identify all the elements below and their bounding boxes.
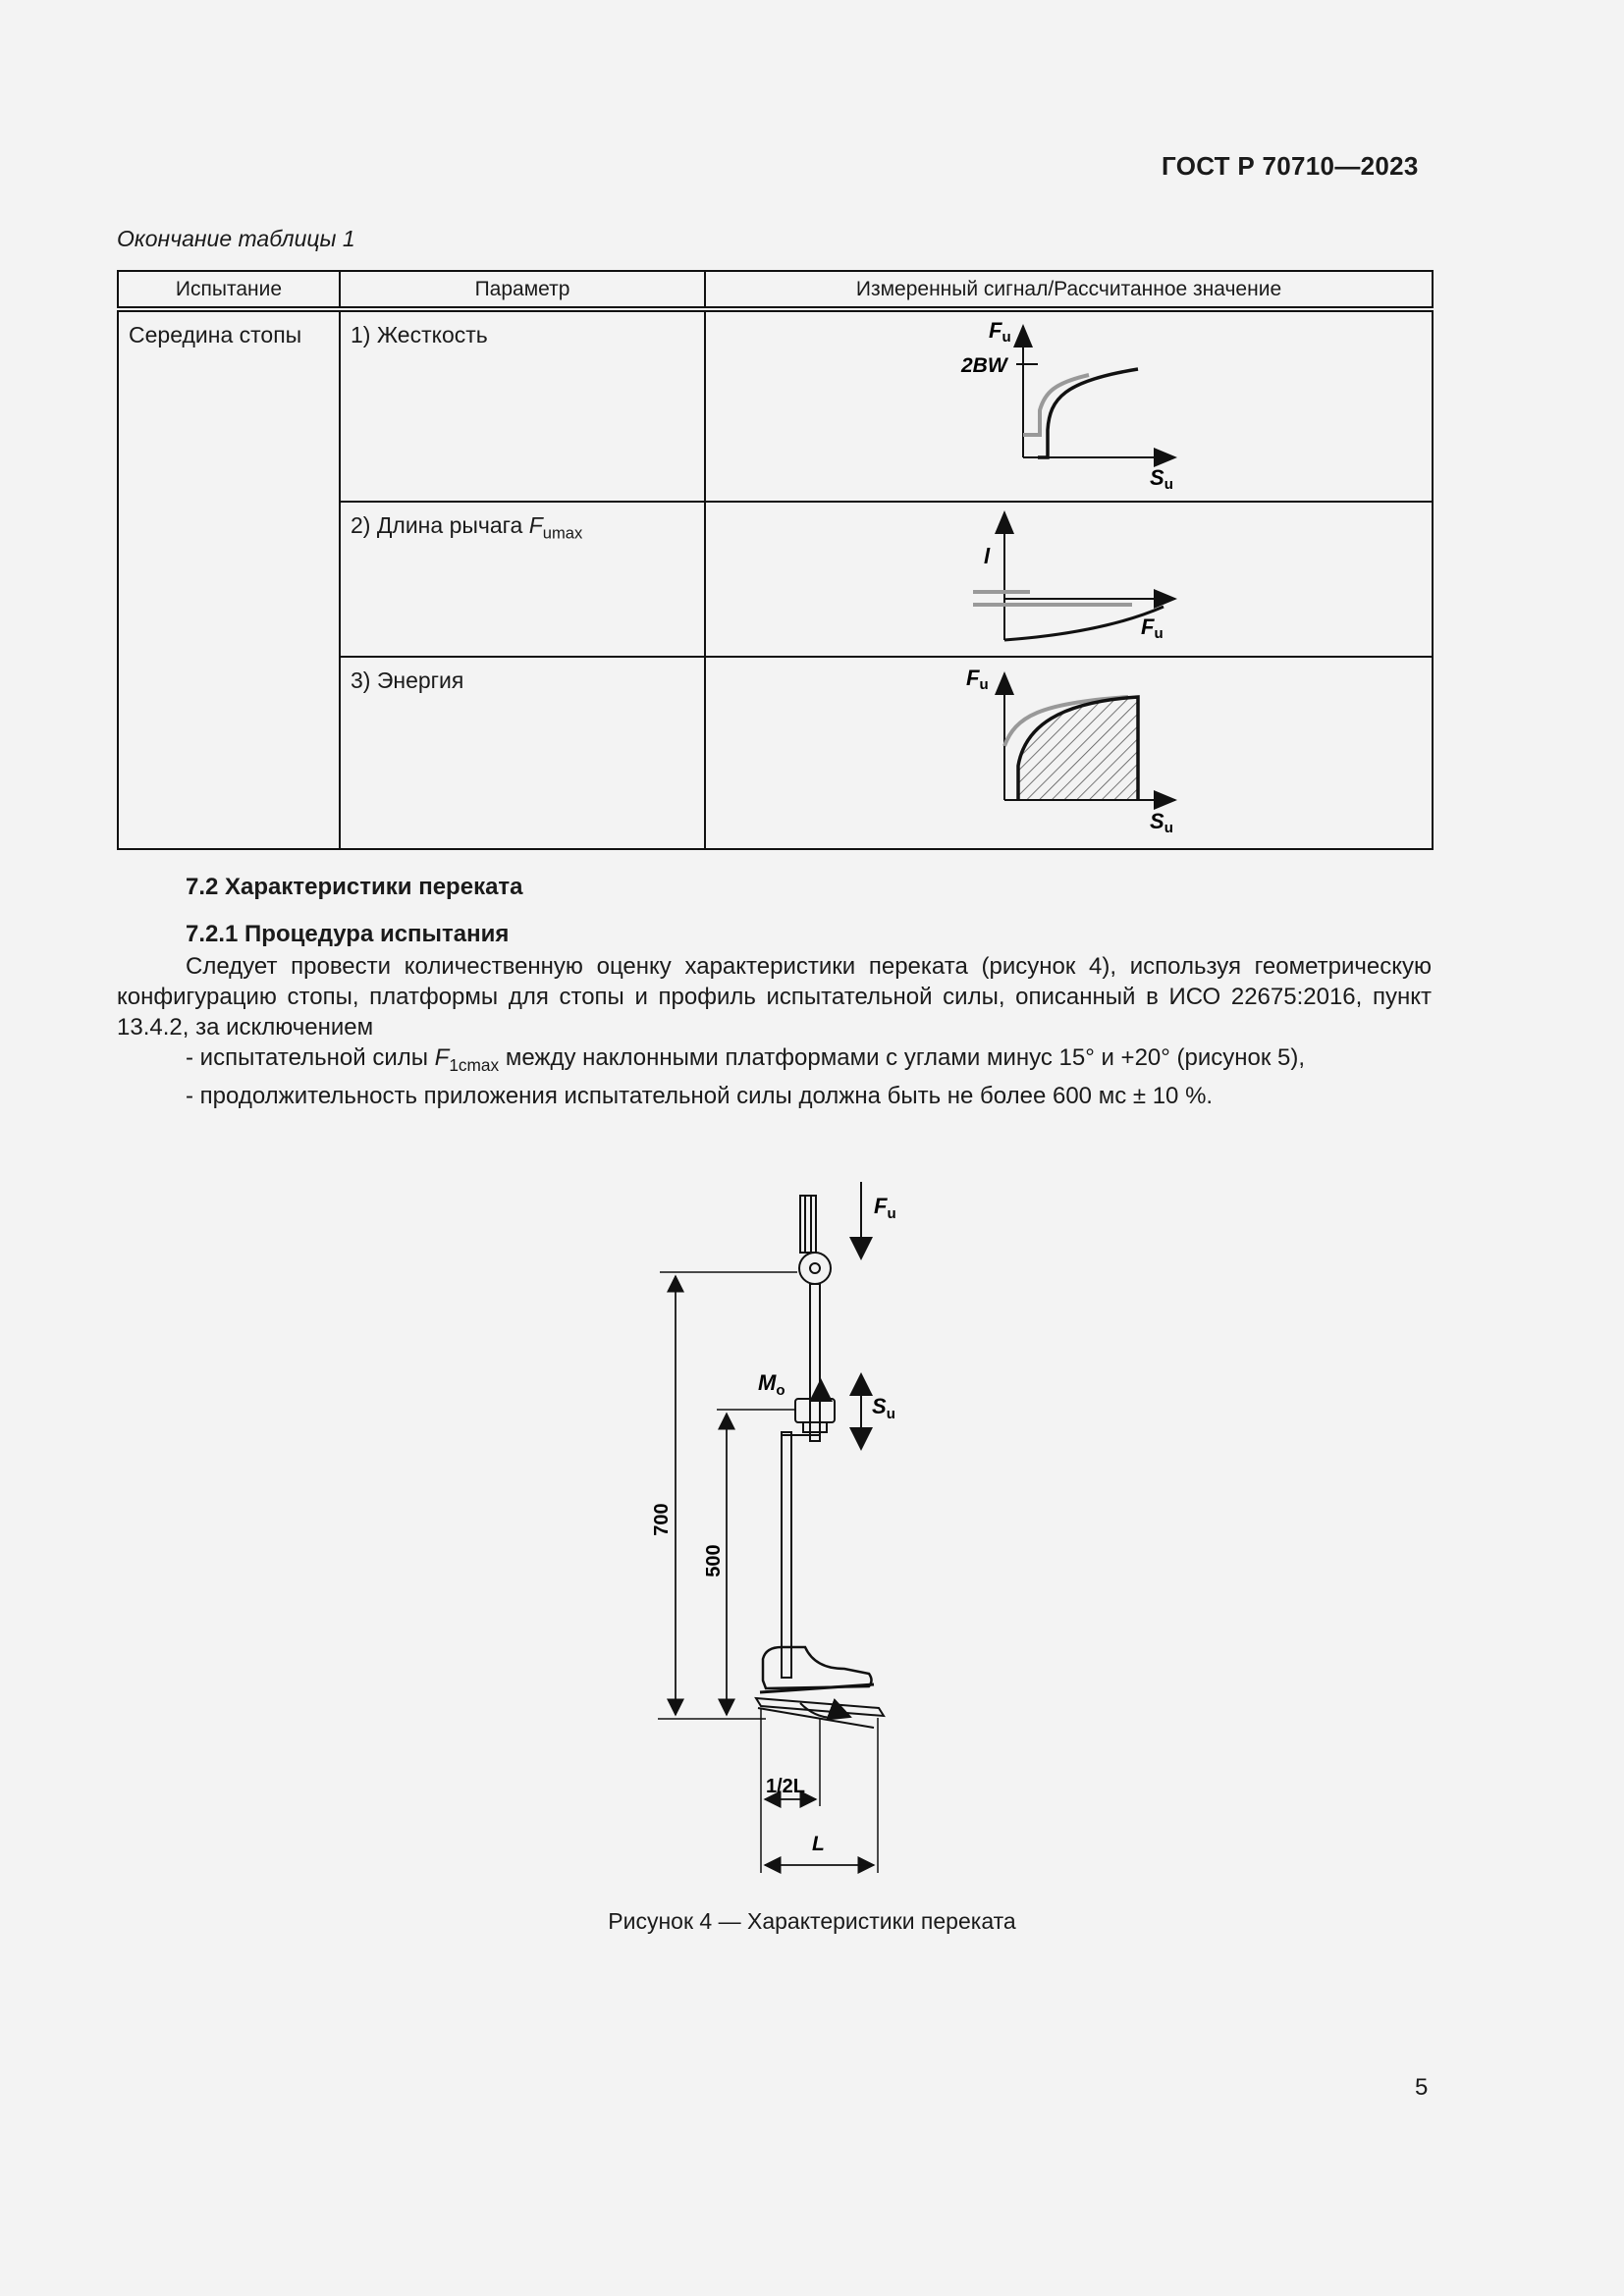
- figure-caption: Рисунок 4 — Характеристики переката: [608, 1908, 1016, 1934]
- energy-graph: [706, 658, 1430, 846]
- header-signal: Измеренный сигнал/Рассчитанное значение: [705, 271, 1433, 309]
- test-name-cell: [118, 309, 340, 849]
- dim-half-l-label: 1/2L: [766, 1776, 806, 1797]
- page-number: 5: [1415, 2074, 1429, 2101]
- table-header-row: [118, 271, 1433, 309]
- dim-l-label: L: [812, 1833, 825, 1855]
- y-label: Fu: [989, 318, 1011, 346]
- graph-cell: [705, 657, 1433, 849]
- section-title: 7.2 Характеристики переката: [186, 874, 523, 900]
- graph-cell: [705, 502, 1433, 657]
- parameter-cell: [340, 657, 705, 849]
- test-name: Середина стопы: [129, 322, 302, 347]
- parameter-cell: [340, 502, 705, 657]
- rollover-figure: [628, 1178, 943, 1885]
- paragraph-1: Следует провести количественную оценку характеристики переката (рисунок 4), используя геометрическую конфигурацию стопы, платформы для стопы и профиль испытательной силы, описанный в ИСО 22675:2016, пункт 13.4.2, за исключением: [117, 953, 1432, 1041]
- document-standard-number: ГОСТ Р 70710—2023: [1162, 151, 1419, 181]
- lever-length-graph: [706, 503, 1430, 654]
- y-label: l: [984, 544, 991, 568]
- header-test: Испытание: [118, 271, 340, 309]
- displacement-label: $S_u$: [872, 1394, 895, 1422]
- parameter-energy: 3) Энергия: [351, 667, 464, 693]
- paragraph-3: - продолжительность приложения испытательной силы должна быть не более 600 мс ± 10 %.: [186, 1082, 1214, 1109]
- parameter-cell: [340, 309, 705, 502]
- test-parameters-table: [117, 270, 1434, 850]
- tick-label-2bw: 2BW: [961, 354, 1007, 377]
- parameter-lever-length: 2) Длина рычага $F_{umax}$: [351, 512, 583, 543]
- paragraph-2: - испытательной силы $F_{1cmax}$ между наклонными платформами с углами минус 15° и +20° (рисунок 5),: [186, 1044, 1306, 1075]
- platform: [756, 1698, 884, 1716]
- hinge-inner: [810, 1263, 820, 1273]
- lower-pylon: [782, 1432, 791, 1678]
- adapter: [795, 1399, 835, 1422]
- force-label: $F_u$: [874, 1194, 896, 1222]
- pylon: [810, 1284, 820, 1441]
- x-label: Su: [1150, 465, 1173, 493]
- table-caption: Окончание таблицы 1: [117, 226, 355, 251]
- table-row: [118, 309, 1433, 502]
- dim-500-label: 500: [703, 1544, 725, 1577]
- y-label: Fu: [966, 666, 989, 693]
- subsection-title: 7.2.1 Процедура испытания: [186, 921, 510, 947]
- x-label: Su: [1150, 809, 1173, 836]
- body-text: [117, 951, 1432, 1111]
- x-label: Fu: [1141, 614, 1164, 642]
- hinge-outer: [799, 1253, 831, 1284]
- moment-label: $M_o$: [758, 1370, 785, 1399]
- graph-cell: [705, 309, 1433, 502]
- load-rod: [800, 1196, 816, 1253]
- foot: [763, 1647, 872, 1688]
- black-curve: [1038, 369, 1138, 457]
- stiffness-graph: [706, 312, 1430, 501]
- parameter-stiffness: 1) Жесткость: [351, 322, 488, 347]
- black-curve: [1004, 607, 1164, 640]
- dim-700-label: 700: [651, 1503, 673, 1536]
- header-parameter: Параметр: [340, 271, 705, 309]
